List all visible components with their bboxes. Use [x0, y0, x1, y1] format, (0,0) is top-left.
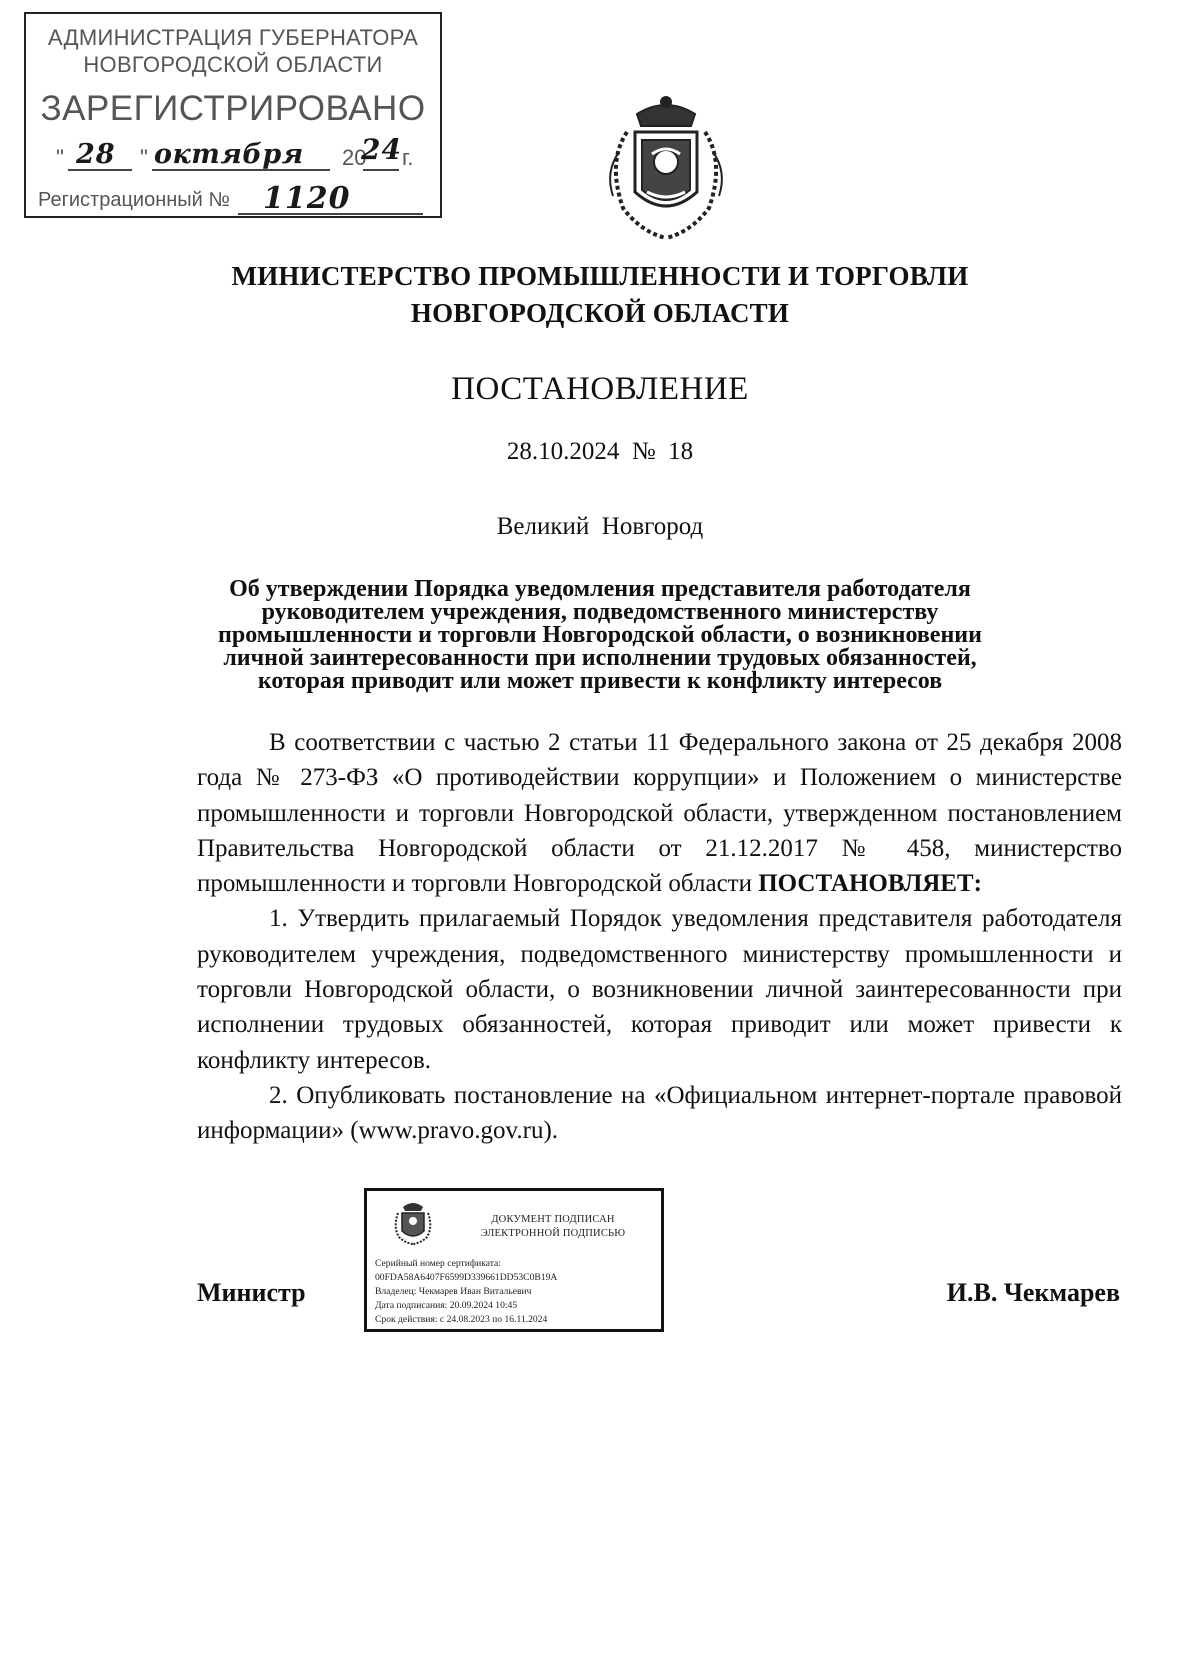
- stamp-organization: [26, 24, 440, 78]
- certificate-serial-label: Серийный номер сертификата:: [375, 1258, 501, 1269]
- item-1-paragraph: 1. Утвердить прилагаемый Порядок уведомления представителя работодателя руководителем учреждения, подведомственного министерству промышленности и торговли Новгородской области, о возникновении личной заинтересованности при исполнении трудовых обязанностей, которая приводит или может привести к конфликту интересов.: [197, 905, 1122, 1074]
- stamp-date-row: [56, 133, 426, 175]
- document-body: [197, 725, 1122, 1149]
- document-type: ПОСТАНОВЛЕНИЕ: [451, 371, 749, 407]
- resolves-keyword: ПОСТАНОВЛЯЕТ:: [758, 870, 982, 898]
- stamp-handwritten-year: 24: [361, 133, 402, 166]
- subject-line: личной заинтересованности при исполнении трудовых обязанностей,: [223, 645, 977, 671]
- preamble-paragraph: [197, 725, 1122, 901]
- signature-details: [375, 1257, 657, 1327]
- registration-stamp: [24, 12, 442, 218]
- signer-position: Министр: [197, 1278, 306, 1307]
- stamp-year-line: [363, 169, 399, 171]
- stamp-year-unit: г.: [402, 145, 414, 170]
- ministry-title-line2: НОВГОРОДСКОЙ ОБЛАСТИ: [410, 298, 790, 328]
- preamble-text: В соответствии с частью 2 статьи 11 Федерального закона от 25 декабря 2008 года № 273-ФЗ «О противодействии коррупции» и Положением о министерстве промышленности и торговли Новгородской области, утвержденном постановлением Правительства Новгородской области от 21.12.2017 № 458, министерство промышленности и торговли Новгородской области: [197, 729, 1122, 898]
- document-subject: [140, 578, 1060, 693]
- subject-line: руководителем учреждения, подведомственного министерству: [261, 599, 939, 625]
- ministry-title-line1: МИНИСТЕРСТВО ПРОМЫШЛЕННОСТИ И ТОРГОВЛИ: [231, 261, 969, 291]
- subject-line: которая приводит или может привести к конфликту интересов: [257, 668, 943, 694]
- signature-emblem-icon: [393, 1199, 433, 1245]
- stamp-quote-open: ": [56, 145, 64, 170]
- subject-line: промышленности и торговли Новгородской области, о возникновении: [218, 622, 982, 648]
- item-2-paragraph: 2. Опубликовать постановление на «Официальном интернет-портале правовой информации» (www.pravo.gov.ru).: [197, 1081, 1122, 1145]
- signature-title-line1: ДОКУМЕНТ ПОДПИСАН: [491, 1214, 615, 1225]
- ministry-title: [160, 258, 1040, 332]
- stamp-number-label: Регистрационный №: [38, 189, 230, 211]
- document-city: Великий Новгород: [496, 513, 704, 540]
- signature-title: [451, 1213, 655, 1241]
- certificate-serial: 00FDA58A6407F6599D339661DD53C0B19A: [375, 1272, 558, 1283]
- subject-line: Об утверждении Порядка уведомления представителя работодателя: [229, 576, 971, 602]
- signature-title-line2: ЭЛЕКТРОННОЙ ПОДПИСЬЮ: [480, 1228, 626, 1239]
- stamp-org-line1: АДМИНИСТРАЦИЯ ГУБЕРНАТОРА: [47, 25, 419, 50]
- stamp-handwritten-number: 1120: [263, 181, 351, 216]
- stamp-registered-label: ЗАРЕГИСТРИРОВАНО: [40, 89, 426, 128]
- electronic-signature-stamp: [364, 1188, 664, 1332]
- stamp-year-prefix: 20: [342, 145, 367, 170]
- stamp-handwritten-month: октября: [154, 139, 304, 170]
- signer-name: И.В. Чекмарев: [946, 1278, 1120, 1307]
- document-date-number: 28.10.2024 № 18: [506, 438, 694, 465]
- signing-date: Дата подписания: 20.09.2024 10:45: [375, 1300, 518, 1311]
- certificate-validity: Срок действия: с 24.08.2023 по 16.11.2024: [375, 1314, 548, 1325]
- stamp-quote-close: ": [140, 145, 148, 170]
- stamp-number-row: [38, 181, 434, 217]
- stamp-handwritten-day: 28: [76, 139, 116, 170]
- coat-of-arms-icon: [597, 92, 735, 244]
- stamp-org-line2: НОВГОРОДСКОЙ ОБЛАСТИ: [83, 52, 383, 77]
- certificate-owner: Владелец: Чекмарев Иван Витальевич: [375, 1286, 532, 1297]
